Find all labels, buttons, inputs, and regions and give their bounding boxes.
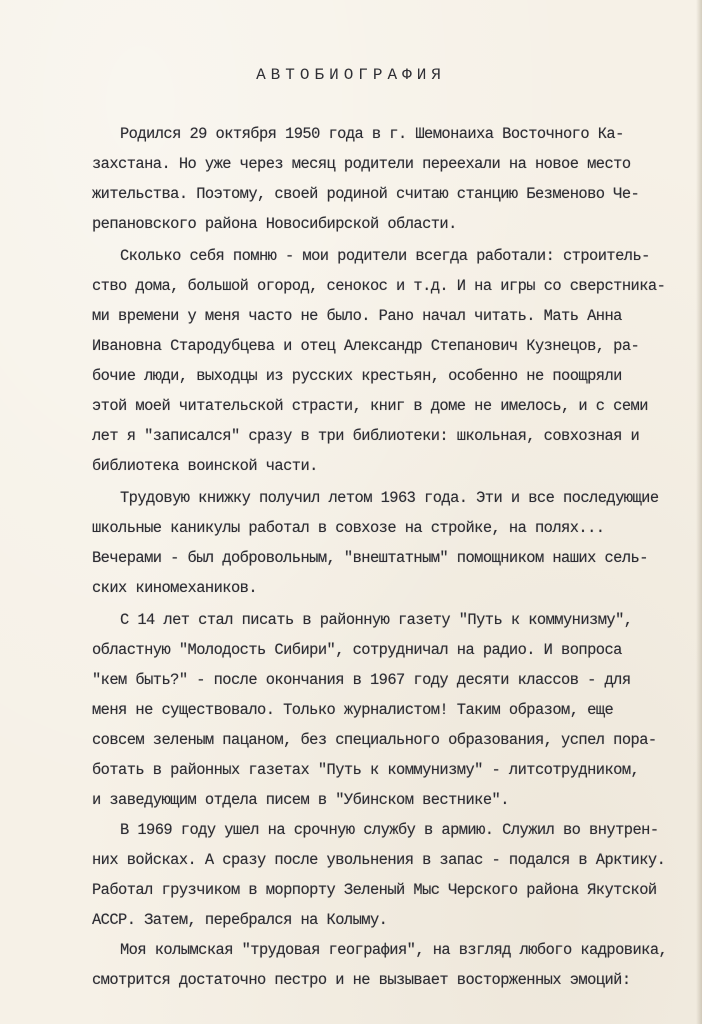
text-line: областную "Молодость Сибири", сотрудничал на радио. И вопроса	[92, 641, 622, 659]
text-line: этой моей читательской страсти, книг в доме не имелось, и с семи	[92, 397, 648, 415]
text-line: Родился 29 октября 1950 года в г. Шемонаиха Восточного Ка-	[120, 125, 624, 143]
text-line: совсем зеленым пацаном, без специального образования, успел пора-	[92, 731, 657, 749]
text-line: школьные каникулы работал в совхозе на стройке, на полях...	[92, 519, 605, 537]
text-line: Ивановна Стародубцева и отец Александр Степанович Кузнецов, ра-	[92, 337, 640, 355]
text-line: жительства. Поэтому, своей родиной считаю станцию Безменово Че-	[92, 185, 640, 203]
text-line: и заведующим отдела писем в "Убинском вестнике".	[92, 791, 509, 809]
text-line: В 1969 году ушел на срочную службу в армию. Служил во внутрен-	[120, 821, 659, 839]
text-line: ство дома, большой огород, сенокос и т.д. И на игры со сверстника-	[92, 277, 666, 295]
text-line: меня не существовало. Только журналистом! Таким образом, еще	[92, 701, 614, 719]
text-line: репановского района Новосибирской области.	[92, 215, 457, 233]
text-line: лет я "записался" сразу в три библиотеки: школьная, совхозная и	[92, 427, 640, 445]
text-line: них войсках. А сразу после увольнения в запас - подался в Арктику.	[92, 851, 666, 869]
text-line: Трудовую книжку получил летом 1963 года. Эти и все последующие	[120, 489, 659, 507]
text-line: смотрится достаточно пестро и не вызывает восторженных эмоций:	[92, 971, 631, 989]
text-line: ских киномехаников.	[92, 579, 258, 597]
text-line: Сколько себя помню - мои родители всегда работали: строитель-	[120, 247, 650, 265]
text-line: библиотека воинской части.	[92, 457, 318, 475]
document-title: АВТОБИОГРАФИЯ	[256, 66, 446, 84]
text-line: "кем быть?" - после окончания в 1967 году десяти классов - для	[92, 671, 631, 689]
text-line: С 14 лет стал писать в районную газету "Путь к коммунизму",	[120, 611, 633, 629]
text-line: Моя колымская "трудовая география", на взгляд любого кадровика,	[120, 941, 668, 959]
text-line: ми времени у меня часто не было. Рано начал читать. Мать Анна	[92, 307, 622, 325]
text-line: ботать в районных газетах "Путь к коммунизму" - литсотрудником,	[92, 761, 640, 779]
text-line: захстана. Но уже через месяц родители переехали на новое место	[92, 155, 631, 173]
text-line: Вечерами - был добровольным, "внештатным" помощником наших сель-	[92, 549, 648, 567]
text-line: бочие люди, выходцы из русских крестьян, особенно не поощряли	[92, 367, 622, 385]
text-line: Работал грузчиком в морпорту Зеленый Мыс Черского района Якутской	[92, 881, 657, 899]
text-line: АССР. Затем, перебрался на Колыму.	[92, 911, 388, 929]
